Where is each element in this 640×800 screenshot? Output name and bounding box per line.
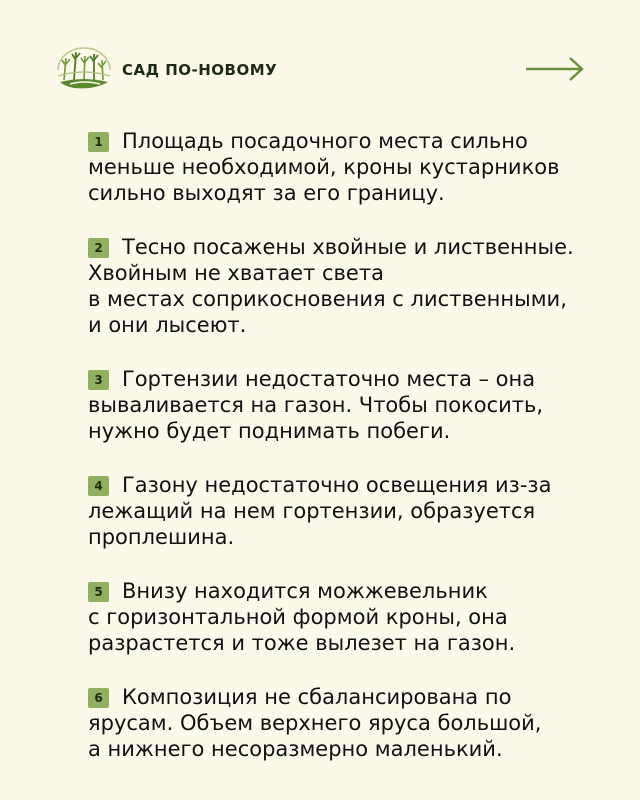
list-item: [88, 128, 608, 206]
list-item-text: [88, 578, 608, 656]
garden-trees-logo-icon: [54, 46, 114, 92]
item-number-badge: 3: [88, 370, 109, 390]
list-item: [88, 234, 608, 338]
item-text: Гортензии недостаточно места – она вываливается на газон. Чтобы покосить, нужно будет поднимать побеги.: [88, 367, 544, 443]
item-text: Площадь посадочного места сильно меньше необходимой, кроны кустарников сильно выходят за его границу.: [88, 129, 560, 205]
brand-title: САД ПО-НОВОМУ: [122, 61, 278, 79]
item-number-badge: 4: [88, 476, 109, 496]
item-number-badge: 2: [88, 238, 109, 258]
header: [54, 46, 586, 92]
list-item-text: [88, 366, 608, 444]
list-item-text: [88, 472, 608, 550]
problem-list: [88, 128, 608, 790]
list-item: [88, 366, 608, 444]
item-text: Газону недостаточно освещения из-за лежащий на нем гортензии, образуется проплешина.: [88, 473, 552, 549]
list-item-text: [88, 128, 608, 206]
item-number-badge: 6: [88, 688, 109, 708]
item-number-badge: 5: [88, 582, 109, 602]
item-text: Тесно посажены хвойные и лиственные. Хвойным не хватает света в местах соприкосновения с лиственными, и они лысеют.: [88, 235, 574, 337]
item-text: Композиция не сбалансирована по ярусам. Объем верхнего яруса большой, а нижнего несоразмерно маленький.: [88, 685, 542, 761]
item-number-badge: 1: [88, 132, 109, 152]
list-item: [88, 578, 608, 656]
list-item-text: [88, 234, 608, 338]
item-text: Внизу находится можжевельник с горизонтальной формой кроны, она разрастется и тоже вылезет на газон.: [88, 579, 516, 655]
arrow-right-icon[interactable]: [524, 54, 586, 84]
list-item: [88, 472, 608, 550]
list-item: [88, 684, 608, 762]
list-item-text: [88, 684, 608, 762]
